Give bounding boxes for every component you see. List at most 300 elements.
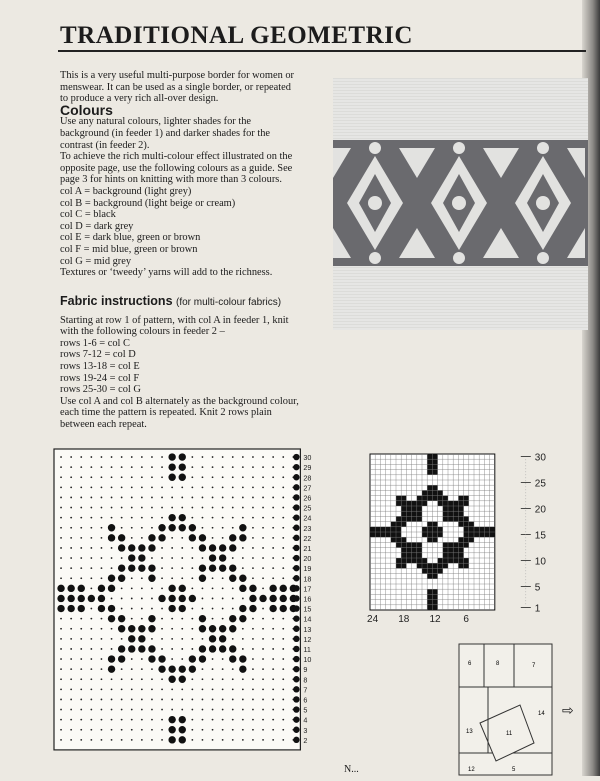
punchcard-row-label: 18: [303, 574, 312, 584]
punch-dot: [80, 618, 82, 620]
punch-dot: [90, 527, 92, 529]
grid-cell: [412, 501, 417, 506]
punch-dot: [131, 517, 133, 519]
punch-dot: [212, 598, 214, 600]
punch-dot: [252, 699, 254, 701]
punch-hole: [293, 504, 299, 510]
punch-dot: [121, 678, 123, 680]
grid-cell: [453, 548, 458, 553]
punch-dot: [70, 497, 72, 499]
punch-dot: [101, 476, 103, 478]
fabric-line: rows 19-24 = col F: [60, 372, 140, 384]
punch-dot: [161, 517, 163, 519]
punch-dot: [141, 527, 143, 529]
punch-hole: [189, 595, 196, 602]
punch-hole: [179, 605, 186, 612]
punch-dot: [212, 587, 214, 589]
grid-cell: [458, 553, 463, 558]
punch-dot: [272, 648, 274, 650]
punch-hole: [128, 635, 135, 642]
punch-dot: [80, 527, 82, 529]
punch-dot: [262, 537, 264, 539]
pattern-grid-chart: [366, 452, 588, 622]
punch-dot: [242, 688, 244, 690]
punch-dot: [60, 497, 62, 499]
punch-dot: [80, 688, 82, 690]
punch-hole: [293, 494, 299, 500]
grid-cell: [453, 553, 458, 558]
punch-dot: [191, 739, 193, 741]
punch-hole: [293, 605, 299, 611]
punch-dot: [80, 638, 82, 640]
y-tick-label: 20: [534, 504, 546, 516]
punch-hole: [293, 474, 299, 480]
grid-cell: [443, 506, 448, 511]
punch-dot: [70, 476, 72, 478]
grid-cell: [406, 511, 411, 516]
punch-dot: [202, 557, 204, 559]
colours-line: contrast (in feeder 2).: [60, 139, 150, 151]
punch-dot: [90, 577, 92, 579]
punch-dot: [80, 476, 82, 478]
punch-hole: [229, 544, 236, 551]
punch-hole: [293, 585, 299, 591]
colours-line: col C = black: [60, 209, 116, 221]
punch-dot: [70, 577, 72, 579]
grid-cell: [448, 506, 453, 511]
punch-dot: [90, 476, 92, 478]
punch-dot: [222, 729, 224, 731]
punch-dot: [90, 486, 92, 488]
grid-cell: [427, 605, 432, 610]
punch-dot: [131, 608, 133, 610]
punch-dot: [222, 517, 224, 519]
punch-dot: [90, 608, 92, 610]
punch-dot: [161, 648, 163, 650]
grid-cell: [422, 527, 427, 532]
punch-dot: [202, 517, 204, 519]
punch-dot: [232, 638, 234, 640]
fabric-heading: [60, 296, 318, 309]
punch-dot: [90, 699, 92, 701]
punch-hole: [118, 575, 125, 582]
punch-dot: [191, 567, 193, 569]
punch-dot: [191, 497, 193, 499]
punch-dot: [262, 618, 264, 620]
grid-cell: [386, 532, 391, 537]
punch-dot: [222, 739, 224, 741]
punch-dot: [191, 577, 193, 579]
punch-dot: [60, 658, 62, 660]
punch-dot: [282, 476, 284, 478]
grid-cell: [396, 496, 401, 501]
punch-dot: [262, 486, 264, 488]
punch-dot: [181, 577, 183, 579]
punch-dot: [181, 699, 183, 701]
punch-dot: [272, 567, 274, 569]
punch-dot: [181, 618, 183, 620]
punch-dot: [80, 517, 82, 519]
punch-dot: [111, 517, 113, 519]
punch-dot: [232, 699, 234, 701]
punch-dot: [161, 638, 163, 640]
punch-dot: [282, 658, 284, 660]
punch-dot: [202, 598, 204, 600]
punch-hole: [280, 585, 287, 592]
punch-hole: [219, 635, 226, 642]
grid-cell: [427, 464, 432, 469]
punch-hole: [293, 615, 299, 621]
punch-dot: [232, 456, 234, 458]
punch-hole: [209, 544, 216, 551]
punchcard-row-label: 3: [303, 725, 308, 735]
punch-dot: [70, 658, 72, 660]
punch-hole: [108, 605, 115, 612]
punch-dot: [252, 537, 254, 539]
punch-dot: [70, 638, 72, 640]
grid-cell: [443, 516, 448, 521]
punch-dot: [101, 668, 103, 670]
punch-dot: [212, 658, 214, 660]
punch-dot: [212, 699, 214, 701]
punch-dot: [131, 739, 133, 741]
punch-hole: [293, 686, 299, 692]
punch-dot: [80, 577, 82, 579]
punch-dot: [60, 476, 62, 478]
grid-cell: [391, 532, 396, 537]
punch-dot: [242, 486, 244, 488]
punch-dot: [191, 587, 193, 589]
punch-dot: [90, 638, 92, 640]
colours-line: col F = mid blue, green or brown: [60, 243, 198, 255]
punch-hole: [128, 625, 135, 632]
grid-cell: [458, 516, 463, 521]
diagram-label: 6: [468, 661, 472, 667]
grid-cell: [401, 542, 406, 547]
punch-dot: [252, 648, 254, 650]
punch-dot: [222, 668, 224, 670]
punch-dot: [161, 547, 163, 549]
punch-dot: [131, 699, 133, 701]
punch-hole: [293, 464, 299, 470]
grid-cell: [438, 496, 443, 501]
punch-dot: [161, 456, 163, 458]
grid-cell: [412, 548, 417, 553]
punch-dot: [181, 567, 183, 569]
punch-dot: [252, 527, 254, 529]
punch-dot: [252, 729, 254, 731]
punch-dot: [171, 567, 173, 569]
punch-hole: [138, 625, 145, 632]
punch-dot: [262, 507, 264, 509]
grid-cell: [438, 568, 443, 573]
punch-hole: [138, 635, 145, 642]
punch-dot: [101, 648, 103, 650]
punch-dot: [272, 476, 274, 478]
punch-dot: [191, 557, 193, 559]
punch-dot: [242, 638, 244, 640]
punch-dot: [111, 476, 113, 478]
punch-dot: [262, 678, 264, 680]
grid-cell: [438, 501, 443, 506]
punch-dot: [181, 486, 183, 488]
punch-dot: [262, 527, 264, 529]
punch-hole: [179, 524, 186, 531]
punch-hole: [229, 564, 236, 571]
punch-dot: [242, 699, 244, 701]
punch-dot: [171, 699, 173, 701]
punch-dot: [101, 709, 103, 711]
punch-dot: [242, 678, 244, 680]
punch-hole: [239, 615, 246, 622]
punch-dot: [131, 618, 133, 620]
grid-cell: [490, 532, 495, 537]
punch-dot: [151, 466, 153, 468]
punch-hole: [118, 544, 125, 551]
colours-line: col D = dark grey: [60, 220, 134, 232]
grid-cell: [438, 563, 443, 568]
punch-dot: [111, 729, 113, 731]
colours-line: background (in feeder 1) and darker shades for the: [60, 127, 271, 139]
grid-cell: [464, 516, 469, 521]
garment-layout-diagram: [458, 643, 553, 776]
punch-dot: [191, 507, 193, 509]
punch-hole: [209, 554, 216, 561]
punchcard-row-label: 22: [303, 533, 312, 543]
punch-hole: [293, 636, 299, 642]
punchcard-row-label: 27: [303, 483, 312, 493]
punch-dot: [151, 688, 153, 690]
grid-cell: [490, 527, 495, 532]
punch-dot: [212, 739, 214, 741]
grid-cell: [432, 527, 437, 532]
punch-dot: [272, 678, 274, 680]
punch-hole: [128, 645, 135, 652]
punch-dot: [121, 608, 123, 610]
punch-dot: [222, 507, 224, 509]
punch-hole: [199, 534, 206, 541]
punch-dot: [232, 517, 234, 519]
x-tick-label: 6: [463, 614, 469, 622]
punch-dot: [101, 486, 103, 488]
grid-cell: [448, 501, 453, 506]
punch-dot: [272, 537, 274, 539]
punch-dot: [222, 587, 224, 589]
punch-dot: [272, 699, 274, 701]
punch-hole: [148, 575, 155, 582]
punch-dot: [272, 466, 274, 468]
punch-dot: [90, 658, 92, 660]
punch-hole: [229, 615, 236, 622]
punch-dot: [282, 678, 284, 680]
punch-dot: [202, 527, 204, 529]
punch-dot: [222, 719, 224, 721]
punch-hole: [98, 605, 105, 612]
grid-cell: [391, 522, 396, 527]
grid-cell: [443, 553, 448, 558]
punch-dot: [131, 486, 133, 488]
punch-hole: [168, 463, 175, 470]
punch-dot: [80, 699, 82, 701]
punch-dot: [151, 557, 153, 559]
punch-dot: [141, 668, 143, 670]
x-tick-label: 18: [398, 614, 410, 622]
punch-hole: [168, 524, 175, 531]
punch-dot: [111, 567, 113, 569]
punch-dot: [282, 638, 284, 640]
punch-dot: [222, 466, 224, 468]
grid-cell: [464, 563, 469, 568]
punch-dot: [282, 527, 284, 529]
punch-dot: [80, 486, 82, 488]
grid-cell: [469, 537, 474, 542]
grid-cell: [417, 516, 422, 521]
punch-hole: [118, 645, 125, 652]
punch-hole: [293, 727, 299, 733]
punch-hole: [229, 655, 236, 662]
punchcard-row-label: 8: [303, 675, 308, 685]
punch-hole: [158, 534, 165, 541]
grid-cell: [386, 527, 391, 532]
punch-hole: [293, 656, 299, 662]
grid-cell: [401, 501, 406, 506]
punch-dot: [191, 456, 193, 458]
punch-dot: [191, 709, 193, 711]
grid-cell: [458, 548, 463, 553]
punch-dot: [111, 507, 113, 509]
punch-dot: [161, 567, 163, 569]
punch-hole: [293, 737, 299, 743]
punch-dot: [181, 628, 183, 630]
punch-hole: [293, 514, 299, 520]
punch-hole: [158, 655, 165, 662]
swatch-band-image: [333, 78, 588, 330]
punch-hole: [57, 605, 64, 612]
punch-dot: [161, 729, 163, 731]
punch-dot: [70, 648, 72, 650]
grid-cell: [448, 542, 453, 547]
diagram-label: 11: [506, 731, 513, 737]
punch-hole: [138, 564, 145, 571]
punch-dot: [262, 608, 264, 610]
grid-cell: [375, 532, 380, 537]
punch-dot: [60, 699, 62, 701]
punch-hole: [148, 564, 155, 571]
punch-dot: [141, 699, 143, 701]
punch-dot: [252, 719, 254, 721]
punch-dot: [131, 678, 133, 680]
fabric-line: rows 7-12 = col D: [60, 349, 136, 361]
grid-cell: [427, 532, 432, 537]
punch-dot: [90, 628, 92, 630]
grid-cell: [432, 459, 437, 464]
punch-dot: [212, 618, 214, 620]
punch-hole: [249, 605, 256, 612]
punch-hole: [128, 564, 135, 571]
punch-dot: [212, 527, 214, 529]
punch-dot: [191, 699, 193, 701]
punch-dot: [70, 567, 72, 569]
grid-cell: [443, 501, 448, 506]
punch-dot: [121, 668, 123, 670]
punch-dot: [111, 648, 113, 650]
punch-dot: [70, 517, 72, 519]
punch-dot: [191, 466, 193, 468]
grid-cell: [412, 558, 417, 563]
punch-dot: [282, 456, 284, 458]
punch-hole: [78, 585, 85, 592]
colours-line: col G = mid grey: [60, 255, 132, 267]
punch-hole: [269, 585, 276, 592]
punchcard-row-label: 24: [303, 513, 312, 523]
punch-hole: [98, 595, 105, 602]
grid-cell: [432, 568, 437, 573]
punch-dot: [262, 719, 264, 721]
punch-dot: [80, 507, 82, 509]
punch-dot: [191, 678, 193, 680]
punchcard-row-label: 28: [303, 473, 312, 483]
punch-hole: [179, 665, 186, 672]
punch-dot: [60, 688, 62, 690]
punch-dot: [70, 709, 72, 711]
punch-dot: [60, 719, 62, 721]
punch-dot: [202, 699, 204, 701]
punch-hole: [249, 585, 256, 592]
punch-dot: [252, 517, 254, 519]
grid-cell: [412, 516, 417, 521]
grid-cell: [401, 558, 406, 563]
punch-dot: [252, 557, 254, 559]
punch-dot: [181, 688, 183, 690]
grid-cell: [432, 490, 437, 495]
grid-cell: [412, 553, 417, 558]
punch-dot: [101, 699, 103, 701]
punch-dot: [60, 729, 62, 731]
punch-dot: [60, 527, 62, 529]
punch-dot: [121, 719, 123, 721]
punch-dot: [282, 557, 284, 559]
punch-dot: [282, 618, 284, 620]
punch-dot: [212, 709, 214, 711]
punch-dot: [111, 628, 113, 630]
punch-dot: [282, 577, 284, 579]
punch-hole: [108, 655, 115, 662]
punch-dot: [70, 557, 72, 559]
punch-hole: [67, 585, 74, 592]
punch-hole: [138, 645, 145, 652]
punch-dot: [282, 497, 284, 499]
punch-dot: [60, 577, 62, 579]
punch-dot: [90, 648, 92, 650]
punch-dot: [121, 486, 123, 488]
punch-dot: [80, 567, 82, 569]
grid-cell: [458, 522, 463, 527]
punch-dot: [242, 709, 244, 711]
grid-cell: [406, 542, 411, 547]
grid-cell: [464, 532, 469, 537]
punch-dot: [111, 699, 113, 701]
y-tick-label: 15: [534, 530, 546, 542]
punch-dot: [282, 628, 284, 630]
punch-dot: [272, 547, 274, 549]
punch-dot: [282, 537, 284, 539]
punch-hole: [108, 615, 115, 622]
punchcard-row-label: 15: [303, 604, 312, 614]
punch-dot: [171, 709, 173, 711]
punch-dot: [202, 608, 204, 610]
punch-dot: [121, 638, 123, 640]
grid-cell: [417, 496, 422, 501]
